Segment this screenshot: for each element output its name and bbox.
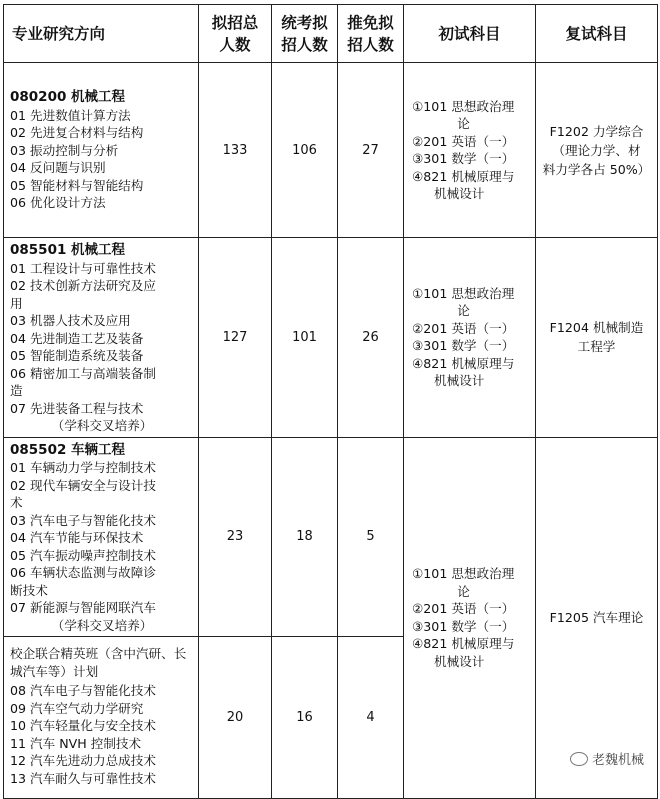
header-retest: 复试科目 xyxy=(536,5,658,63)
direction-cell: 085501 机械工程 01 工程设计与可靠性技术 02 技术创新方法研究及应 用 03 机器人技术及应用 04 先进制造工艺及装备 05 智能制造系统及装备 06 精密加工与高端装备制 造 07 先进装备工程与技术 （学科交叉培养） xyxy=(4,238,199,438)
first-exam-cell: ①101 思想政治理 论 ②201 英语（一） ③301 数学（一） ④821 机械原理与 机械设计 xyxy=(404,437,536,799)
admissions-table xyxy=(3,4,658,799)
exempt-plan: 26 xyxy=(338,238,404,438)
exam-plan: 106 xyxy=(272,63,338,238)
watermark xyxy=(570,749,644,768)
direction-cell: 校企联合精英班（含中汽研、长城汽车等）计划 08 汽车电子与智能化技术 09 汽车空气动力学研究 10 汽车轻量化与安全技术 11 汽车 NVH 控制技术 12 汽车先进动力总成技术 13 汽车耐久与可靠性技术 xyxy=(4,637,199,799)
direction-cell: 080200 机械工程 01 先进数值计算方法 02 先进复合材料与结构 03 振动控制与分析 04 反问题与识别 05 智能材料与智能结构 06 优化设计方法 xyxy=(4,63,199,238)
watermark-text: 老魏机械 xyxy=(591,753,644,768)
major-code: 080200 机械工程 xyxy=(10,89,126,105)
retest-cell: F1204 机械制造 工程学 xyxy=(536,238,658,438)
program-name: 校企联合精英班（含中汽研、长城汽车等）计划 xyxy=(10,646,187,679)
retest-cell: F1205 汽车理论 xyxy=(536,437,658,799)
table-row xyxy=(4,238,658,438)
table-row xyxy=(4,63,658,238)
exam-plan: 101 xyxy=(272,238,338,438)
retest-cell: F1202 力学综合 （理论力学、材 料力学各占 50%） xyxy=(536,63,658,238)
first-exam-cell: ①101 思想政治理 论 ②201 英语（一） ③301 数学（一） ④821 机械原理与 机械设计 xyxy=(404,238,536,438)
exam-plan: 16 xyxy=(272,637,338,799)
wechat-icon xyxy=(570,752,588,766)
exempt-plan: 27 xyxy=(338,63,404,238)
header-plan-total: 拟招总 人数 xyxy=(199,5,272,63)
exempt-plan: 5 xyxy=(338,437,404,637)
header-row xyxy=(4,5,658,63)
header-exempt-plan: 推免拟 招人数 xyxy=(338,5,404,63)
plan-total: 23 xyxy=(199,437,272,637)
plan-total: 127 xyxy=(199,238,272,438)
direction-cell: 085502 车辆工程 01 车辆动力学与控制技术 02 现代车辆安全与设计技 术 03 汽车电子与智能化技术 04 汽车节能与环保技术 05 汽车振动噪声控制技术 06 车辆状态监测与故障诊 断技术 07 新能源与智能网联汽车 （学科交叉培养） xyxy=(4,437,199,637)
exempt-plan: 4 xyxy=(338,637,404,799)
exam-plan: 18 xyxy=(272,437,338,637)
header-direction: 专业研究方向 xyxy=(4,5,199,63)
first-exam-cell: ①101 思想政治理 论 ②201 英语（一） ③301 数学（一） ④821 机械原理与 机械设计 xyxy=(404,63,536,238)
major-code: 085501 机械工程 xyxy=(10,242,126,258)
header-exam-plan: 统考拟 招人数 xyxy=(272,5,338,63)
plan-total: 20 xyxy=(199,637,272,799)
plan-total: 133 xyxy=(199,63,272,238)
table-row xyxy=(4,437,658,637)
header-first-exam: 初试科目 xyxy=(404,5,536,63)
major-code: 085502 车辆工程 xyxy=(10,441,126,458)
